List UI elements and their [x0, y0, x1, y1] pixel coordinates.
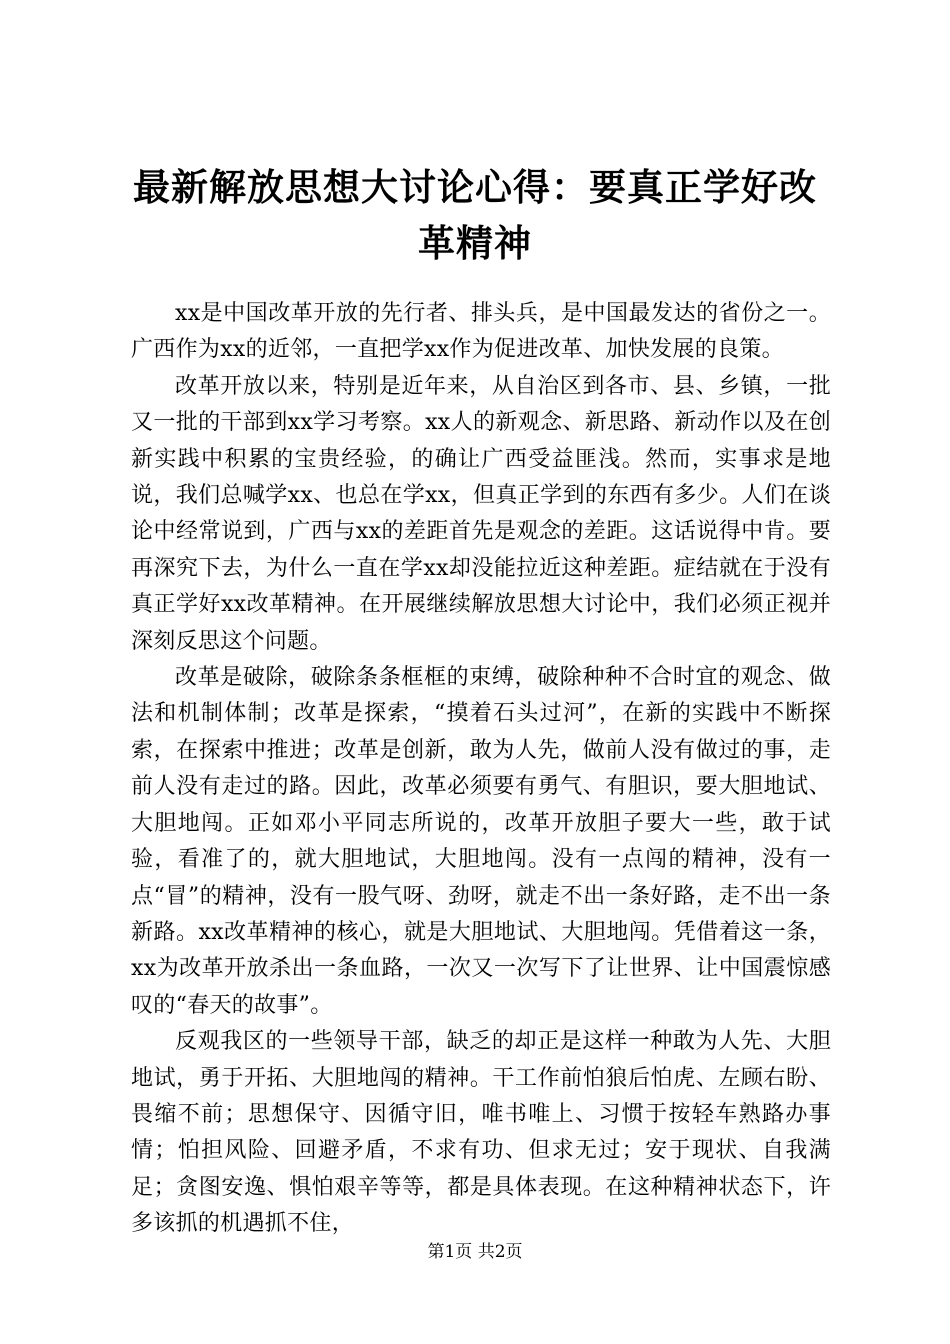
page-footer: 第1页 共2页 — [427, 1242, 523, 1262]
document-body — [131, 296, 831, 1243]
paragraph-2: 改革开放以来，特别是近年来，从自治区到各市、县、乡镇，一批又一批的干部到xx学习考察。xx人的新观念、新思路、新动作以及在创新实践中积累的宝贵经验，的确让广西受益匪浅。然而，实事求是地说，我们总喊学xx、也总在学xx，但真正学到的东西有多少。人们在谈论中经常说到，广西与xx的差距首先是观念的差距。这话说得中肯。要再深究下去，为什么一直在学xx却没能拉近这种差距。症结就在于没有真正学好xx改革精神。在开展继续解放思想大讨论中，我们必须正视并深刻反思这个问题。 — [131, 373, 831, 654]
paragraph-1: xx是中国改革开放的先行者、排头兵，是中国最发达的省份之一。广西作为xx的近邻，一直把学xx作为促进改革、加快发展的良策。 — [131, 301, 831, 363]
document-title: 最新解放思想大讨论心得：要真正学好改革精神 — [133, 166, 817, 265]
paragraph-4: 反观我区的一些领导干部，缺乏的却正是这样一种敢为人先、大胆地试，勇于开拓、大胆地闯的精神。干工作前怕狼后怕虎、左顾右盼、畏缩不前；思想保守、因循守旧，唯书唯上、习惯于按轻车熟路办事情；怕担风险、回避矛盾，不求有功、但求无过；安于现状、自我满足；贪图安逸、惧怕艰辛等等，都是具体表现。在这种精神状态下，许多该抓的机遇抓不住， — [131, 1029, 831, 1237]
paragraph-3: 改革是破除，破除条条框框的束缚，破除种种不合时宜的观念、做法和机制体制；改革是探索，“摸着石头过河”，在新的实践中不断探索，在探索中推进；改革是创新，敢为人先，做前人没有做过的事，走前人没有走过的路。因此，改革必须要有勇气、有胆识，要大胆地试、大胆地闯。正如邓小平同志所说的，改革开放胆子要大一些，敢于试验，看准了的，就大胆地试，大胆地闯。没有一点闯的精神，没有一点“冒”的精神，没有一股气呀、劲呀，就走不出一条好路，走不出一条新路。xx改革精神的核心，就是大胆地试、大胆地闯。凭借着这一条，xx为改革开放杀出一条血路，一次又一次写下了让世界、让中国震惊感叹的“春天的故事”。 — [131, 665, 831, 1018]
